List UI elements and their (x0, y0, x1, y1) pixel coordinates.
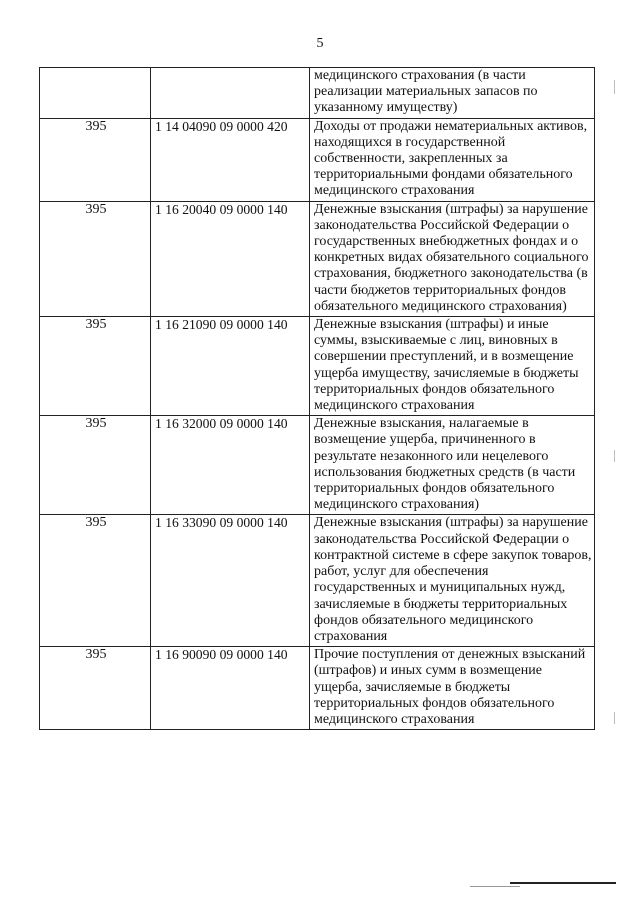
admin-code-cell: 395 (40, 118, 151, 201)
description-cell: Денежные взыскания (штрафы) за нарушение законодательства Российской Федерации о государственных внебюджетных фондах и о конкретных видах обязательного социального страхования, бюджетного законодательства (в части бюджетов территориальных фондов обязательного медицинского страхования) (310, 201, 595, 316)
budget-code-cell: 1 16 21090 09 0000 140 (151, 317, 310, 416)
budget-code-cell (151, 68, 310, 119)
footer-rule (470, 886, 520, 887)
admin-code-cell: 395 (40, 416, 151, 515)
description-cell: Денежные взыскания (штрафы) и иные суммы, взыскиваемые с лиц, виновных в совершении преступлений, и в возмещение ущерба имуществу, зачисляемые в бюджеты территориальных фондов обязательного медицинского страхования (310, 317, 595, 416)
admin-code-cell: 395 (40, 515, 151, 647)
table-row (40, 317, 595, 416)
admin-code-cell: 395 (40, 647, 151, 730)
budget-code-cell: 1 14 04090 09 0000 420 (151, 118, 310, 201)
description-cell: Доходы от продажи нематериальных активов, находящихся в государственной собственности, закрепленных за территориальными фондами обязательного медицинского страхования (310, 118, 595, 201)
budget-code-cell: 1 16 33090 09 0000 140 (151, 515, 310, 647)
scan-artifact (614, 80, 615, 94)
table-row (40, 647, 595, 730)
scan-artifact (614, 450, 615, 462)
table-row (40, 118, 595, 201)
admin-code-cell: 395 (40, 317, 151, 416)
budget-code-cell: 1 16 90090 09 0000 140 (151, 647, 310, 730)
admin-code-cell (40, 68, 151, 119)
table-row (40, 201, 595, 316)
table-row (40, 68, 595, 119)
table-row (40, 515, 595, 647)
budget-code-cell: 1 16 20040 09 0000 140 (151, 201, 310, 316)
footer-rule (510, 882, 616, 884)
description-cell: медицинского страхования (в части реализации материальных запасов по указанному имуществу) (310, 68, 595, 119)
table-row (40, 416, 595, 515)
page-number: 5 (316, 36, 324, 51)
admin-code-cell: 395 (40, 201, 151, 316)
budget-income-table (39, 67, 595, 730)
description-cell: Денежные взыскания, налагаемые в возмещение ущерба, причиненного в результате незаконного или нецелевого использования бюджетных средств (в части территориальных фондов обязательного медицинского страхования) (310, 416, 595, 515)
budget-code-cell: 1 16 32000 09 0000 140 (151, 416, 310, 515)
description-cell: Денежные взыскания (штрафы) за нарушение законодательства Российской Федерации о контрактной системе в сфере закупок товаров, работ, услуг для обеспечения государственных и муниципальных нужд, зачисляемые в бюджеты территориальных фондов обязательного медицинского страхования (310, 515, 595, 647)
scan-artifact (614, 712, 615, 724)
description-cell: Прочие поступления от денежных взысканий (штрафов) и иных сумм в возмещение ущерба, зачисляемые в бюджеты территориальных фондов обязательного медицинского страхования (310, 647, 595, 730)
